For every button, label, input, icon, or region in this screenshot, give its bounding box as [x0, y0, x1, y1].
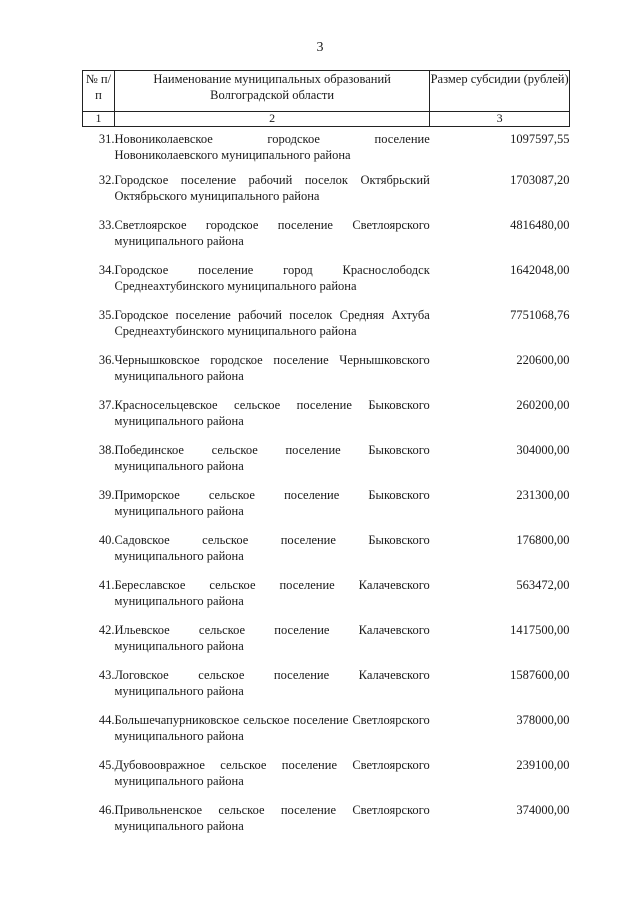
header-amount: Размер субсидии (рублей) — [430, 71, 570, 112]
municipality-name: Береславское сельское поселение Калачевского муниципального района — [114, 578, 430, 608]
municipality-name: Городское поселение рабочий поселок Октябрьский Октябрьского муниципального района — [114, 173, 430, 203]
municipality-name: Садовское сельское поселение Быковского муниципального района — [114, 533, 430, 563]
table-row — [83, 127, 570, 173]
table-row — [83, 262, 570, 307]
municipality-name: Чернышковское городское поселение Чернышковского муниципального района — [114, 353, 430, 383]
row-number: 37. — [98, 398, 115, 412]
subsidy-amount: 176800,00 — [516, 533, 570, 547]
table-row — [83, 622, 570, 667]
subsidy-table — [82, 70, 570, 847]
table-body — [83, 127, 570, 848]
municipality-name: Логовское сельское поселение Калачевского муниципального района — [114, 668, 430, 698]
subsidy-amount: 7751068,76 — [510, 308, 570, 322]
subsidy-amount: 378000,00 — [516, 713, 570, 727]
page-number: 3 — [316, 40, 324, 55]
municipality-name: Ильевское сельское поселение Калачевского муниципального района — [114, 623, 430, 653]
subsidy-amount: 1642048,00 — [510, 263, 570, 277]
row-number: 34. — [98, 263, 115, 277]
row-number: 35. — [98, 308, 115, 322]
table-row — [83, 352, 570, 397]
row-number: 41. — [98, 578, 115, 592]
subsidy-amount: 231300,00 — [516, 488, 570, 502]
header-name: Наименование муниципальных образований Волгоградской области — [114, 71, 429, 112]
row-number: 45. — [98, 758, 115, 772]
header-num: № п/п — [83, 71, 115, 112]
subsidy-amount: 220600,00 — [516, 353, 570, 367]
subsidy-amount: 260200,00 — [516, 398, 570, 412]
table-row — [83, 712, 570, 757]
row-number: 32. — [98, 173, 115, 187]
column-number-3: 3 — [430, 112, 570, 127]
municipality-name: Привольненское сельское поселение Светлоярского муниципального района — [114, 803, 430, 833]
column-number-2: 2 — [114, 112, 429, 127]
municipality-name: Большечапурниковское сельское поселение Светлоярского муниципального района — [114, 713, 430, 743]
municipality-name: Красносельцевское сельское поселение Быковского муниципального района — [114, 398, 430, 428]
subsidy-amount: 374000,00 — [516, 803, 570, 817]
table-row — [83, 442, 570, 487]
row-number: 42. — [98, 623, 115, 637]
row-number: 36. — [98, 353, 115, 367]
subsidy-amount: 1587600,00 — [510, 668, 570, 682]
row-number: 44. — [98, 713, 115, 727]
table-row — [83, 532, 570, 577]
municipality-name: Дубовоовражное сельское поселение Светлоярского муниципального района — [114, 758, 430, 788]
municipality-name: Городское поселение рабочий поселок Средняя Ахтуба Среднеахтубинского муниципального района — [114, 308, 430, 338]
table-row — [83, 577, 570, 622]
row-number: 31. — [98, 132, 115, 146]
table-row — [83, 307, 570, 352]
subsidy-amount: 304000,00 — [516, 443, 570, 457]
subsidy-amount: 4816480,00 — [510, 218, 570, 232]
row-number: 39. — [98, 488, 115, 502]
subsidy-amount: 563472,00 — [516, 578, 570, 592]
table-row — [83, 802, 570, 847]
row-number: 40. — [98, 533, 115, 547]
column-number-1: 1 — [83, 112, 115, 127]
table-row — [83, 757, 570, 802]
table-row — [83, 217, 570, 262]
municipality-name: Приморское сельское поселение Быковского муниципального района — [114, 488, 430, 518]
row-number: 43. — [98, 668, 115, 682]
table-row — [83, 172, 570, 217]
municipality-name: Городское поселение город Краснослободск Среднеахтубинского муниципального района — [114, 263, 430, 293]
table-row — [83, 667, 570, 712]
subsidy-amount: 1703087,20 — [510, 173, 570, 187]
subsidy-amount: 239100,00 — [516, 758, 570, 772]
row-number: 46. — [98, 803, 115, 817]
municipality-name: Новониколаевское городское поселение Новониколаевского муниципального района — [114, 132, 430, 162]
table-row — [83, 487, 570, 532]
table-row — [83, 397, 570, 442]
row-number: 38. — [98, 443, 115, 457]
subsidy-amount: 1417500,00 — [510, 623, 570, 637]
municipality-name: Светлоярское городское поселение Светлоярского муниципального района — [114, 218, 430, 248]
table-header — [83, 71, 570, 127]
municipality-name: Побединское сельское поселение Быковского муниципального района — [114, 443, 430, 473]
row-number: 33. — [98, 218, 115, 232]
subsidy-amount: 1097597,55 — [510, 132, 570, 146]
